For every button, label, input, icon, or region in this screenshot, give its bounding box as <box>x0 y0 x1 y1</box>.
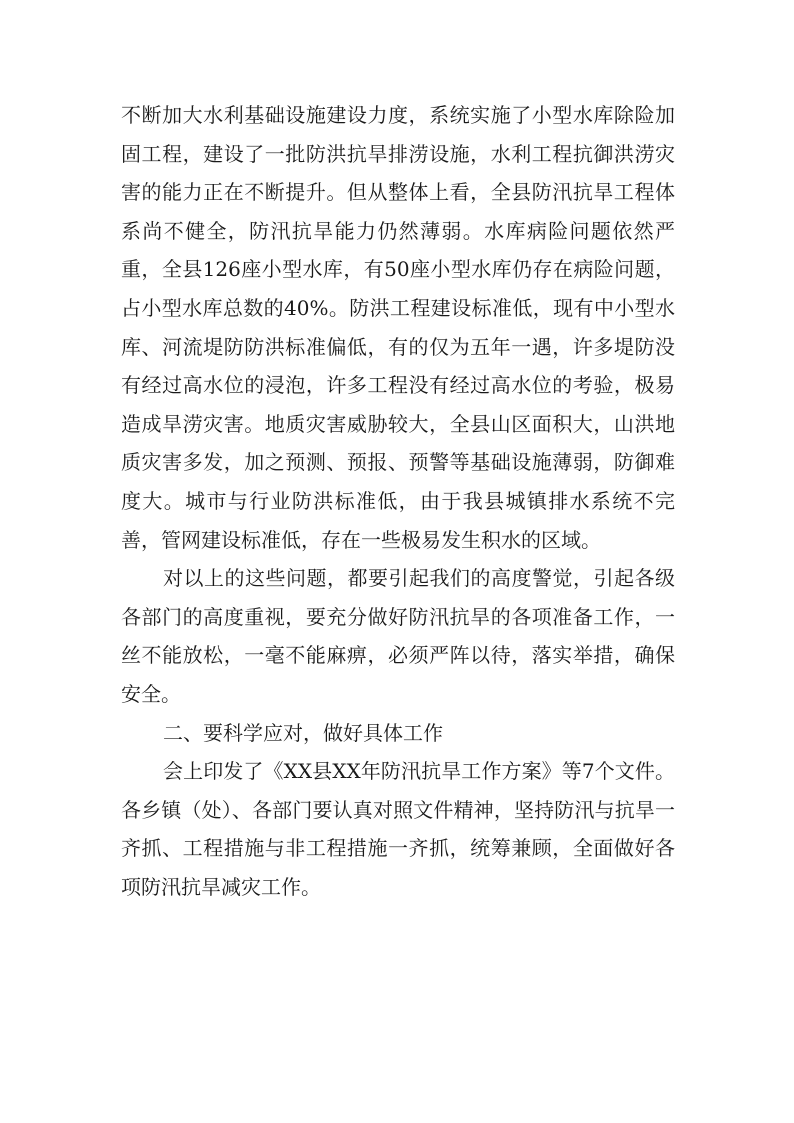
paragraph-problems-attention: 对以上的这些问题，都要引起我们的高度警觉，引起各级各部门的高度重视，要充分做好防汛抗旱的各项准备工作，一丝不能放松，一毫不能麻痹，必须严阵以待，落实举措，确保安全。 <box>121 566 675 706</box>
paragraph-work-plan: 会上印发了《XX县XX年防汛抗旱工作方案》等7个文件。各乡镇（处）、各部门要认真对照文件精神，坚持防汛与抗旱一齐抓、工程措施与非工程措施一齐抓，统筹兼顾，全面做好各项防汛抗旱减灾工作。 <box>121 759 675 899</box>
paragraph-continuation: 不断加大水利基础设施建设力度，系统实施了小型水库除险加固工程，建设了一批防洪抗旱排涝设施，水利工程抗御洪涝灾害的能力正在不断提升。但从整体上看，全县防汛抗旱工程体系尚不健全，防汛抗旱能力仍然薄弱。水库病险问题依然严重，全县126座小型水库，有50座小型水库仍存在病险问题，占小型水库总数的40%。防洪工程建设标准低，现有中小型水库、河流堤防防洪标准偏低，有的仅为五年一遇，许多堤防没有经过高水位的浸泡，许多工程没有经过高水位的考验，极易造成旱涝灾害。地质灾害威胁较大，全县山区面积大，山洪地质灾害多发，加之预测、预报、预警等基础设施薄弱，防御难度大。城市与行业防洪标准低，由于我县城镇排水系统不完善，管网建设标准低，存在一些极易发生积水的区域。 <box>121 103 675 552</box>
section-heading: 二、要科学应对，做好具体工作 <box>163 720 443 745</box>
document-body <box>121 96 675 906</box>
